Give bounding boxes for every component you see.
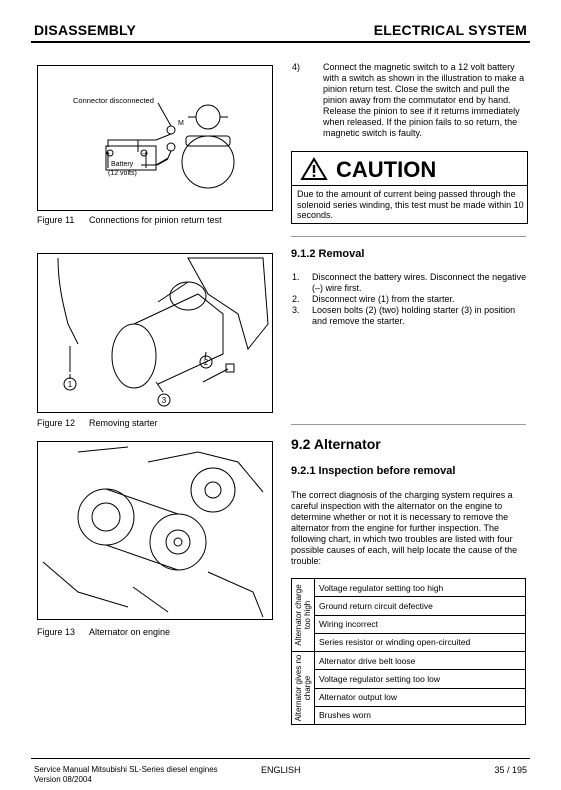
figure-13-caption-text: Alternator on engine: [89, 627, 171, 637]
figure-11-volts-label: (12 volts): [108, 170, 137, 177]
trouble-group-label: Alternator charge too high: [294, 584, 312, 646]
figure-11-caption-text: Connections for pinion return test: [89, 215, 222, 225]
svg-text:+: +: [105, 151, 111, 158]
table-row: [292, 579, 526, 597]
step-text: Connect the magnetic switch to a 12 volt battery with a switch as shown in the illustration to make a pinion return test. Close the switch and pull the pinion away from the commutator end by hand. Release the pinion to see if it returns immediately when released. If the pinion fails to so return, the magnetic switch is faulty.: [323, 62, 525, 138]
figure-12-callout-2: 2: [203, 358, 209, 367]
step-text: Disconnect the battery wires. Disconnect the negative (–) wire first.: [312, 272, 527, 293]
caution-text: Due to the amount of current being passed through the solenoid series winding, this test must be made within 10 seconds.: [297, 189, 524, 220]
cause-cell: Voltage regulator setting too low: [315, 670, 526, 688]
inspection-paragraph: The correct diagnosis of the charging system requires a careful inspection with the alternator on the engine to determine whether or not it is necessary to remove the alternator from the engine for further inspection. The following chart, in which two troubles are listed with four possible causes of each, will help locate the cause of the trouble:: [291, 490, 518, 566]
step-number: 2.: [292, 294, 300, 304]
table-row: [292, 615, 526, 633]
footer-version: Version 08/2004: [34, 775, 92, 784]
table-row: [292, 706, 526, 724]
removal-heading: 9.1.2 Removal: [291, 248, 365, 260]
cause-cell: Brushes worn: [315, 706, 526, 724]
cause-cell: Alternator output low: [315, 688, 526, 706]
header-rule: [31, 41, 530, 43]
table-row: [292, 652, 526, 670]
cause-cell: Series resistor or winding open-circuited: [315, 633, 526, 651]
figure-13-caption: [37, 627, 170, 637]
figure-11-connector-label: Connector disconnected: [73, 96, 154, 105]
table-row: [292, 597, 526, 615]
inspection-heading: 9.2.1 Inspection before removal: [291, 465, 456, 477]
figure-12-callout-1: 1: [67, 380, 73, 389]
caution-header: [292, 152, 527, 186]
caution-box: [291, 151, 528, 224]
alternator-heading: 9.2 Alternator: [291, 436, 381, 452]
figure-11-m-label: M: [178, 120, 184, 127]
trouble-group-cell: [292, 652, 315, 725]
footer-manual-title: Service Manual Mitsubishi SL-Series diesel engines: [34, 765, 218, 774]
step-number: 4): [292, 62, 301, 72]
table-row: [292, 633, 526, 651]
removal-step: [292, 272, 532, 294]
table-row: [292, 670, 526, 688]
figure-12-caption: [37, 418, 158, 428]
figure-12-caption-text: Removing starter: [89, 418, 158, 428]
svg-text:−: −: [141, 151, 147, 158]
figure-12-image: [37, 253, 273, 413]
step-number: 3.: [292, 305, 300, 315]
caution-title: CAUTION: [336, 157, 437, 182]
section-divider: [291, 236, 526, 237]
cause-cell: Ground return circuit defective: [315, 597, 526, 615]
figure-11-caption: [37, 215, 222, 225]
section-divider: [291, 424, 526, 425]
figure-11-battery-label: Battery: [111, 161, 134, 168]
removal-step: [292, 294, 532, 305]
pinion-test-step: [292, 62, 532, 148]
removal-step: [292, 305, 532, 327]
step-number: 1.: [292, 272, 300, 282]
figure-11-image: [37, 65, 273, 211]
header-section-title: DISASSEMBLY: [34, 22, 137, 38]
figure-13-number: Figure 13: [37, 627, 76, 637]
cause-cell: Alternator drive belt loose: [315, 652, 526, 670]
figure-11-number: Figure 11: [37, 215, 75, 225]
table-row: [292, 688, 526, 706]
cause-cell: Voltage regulator setting too high: [315, 579, 526, 597]
trouble-group-cell: [292, 579, 315, 652]
warning-triangle-icon: [300, 157, 328, 181]
trouble-table: [291, 578, 526, 725]
header-chapter-title: ELECTRICAL SYSTEM: [373, 22, 527, 38]
figure-12-callout-3: 3: [161, 396, 167, 405]
footer-language: ENGLISH: [261, 765, 301, 775]
step-text: Loosen bolts (2) (two) holding starter (3) in position and remove the starter.: [312, 305, 516, 326]
trouble-group-label: Alternator gives no charge: [294, 654, 312, 722]
step-text: Disconnect wire (1) from the starter.: [312, 294, 455, 304]
figure-12-number: Figure 12: [37, 418, 76, 428]
cause-cell: Wiring incorrect: [315, 615, 526, 633]
footer-rule: [31, 758, 530, 759]
figure-13-image: [37, 441, 273, 620]
footer-page-number: 35 / 195: [494, 765, 527, 775]
